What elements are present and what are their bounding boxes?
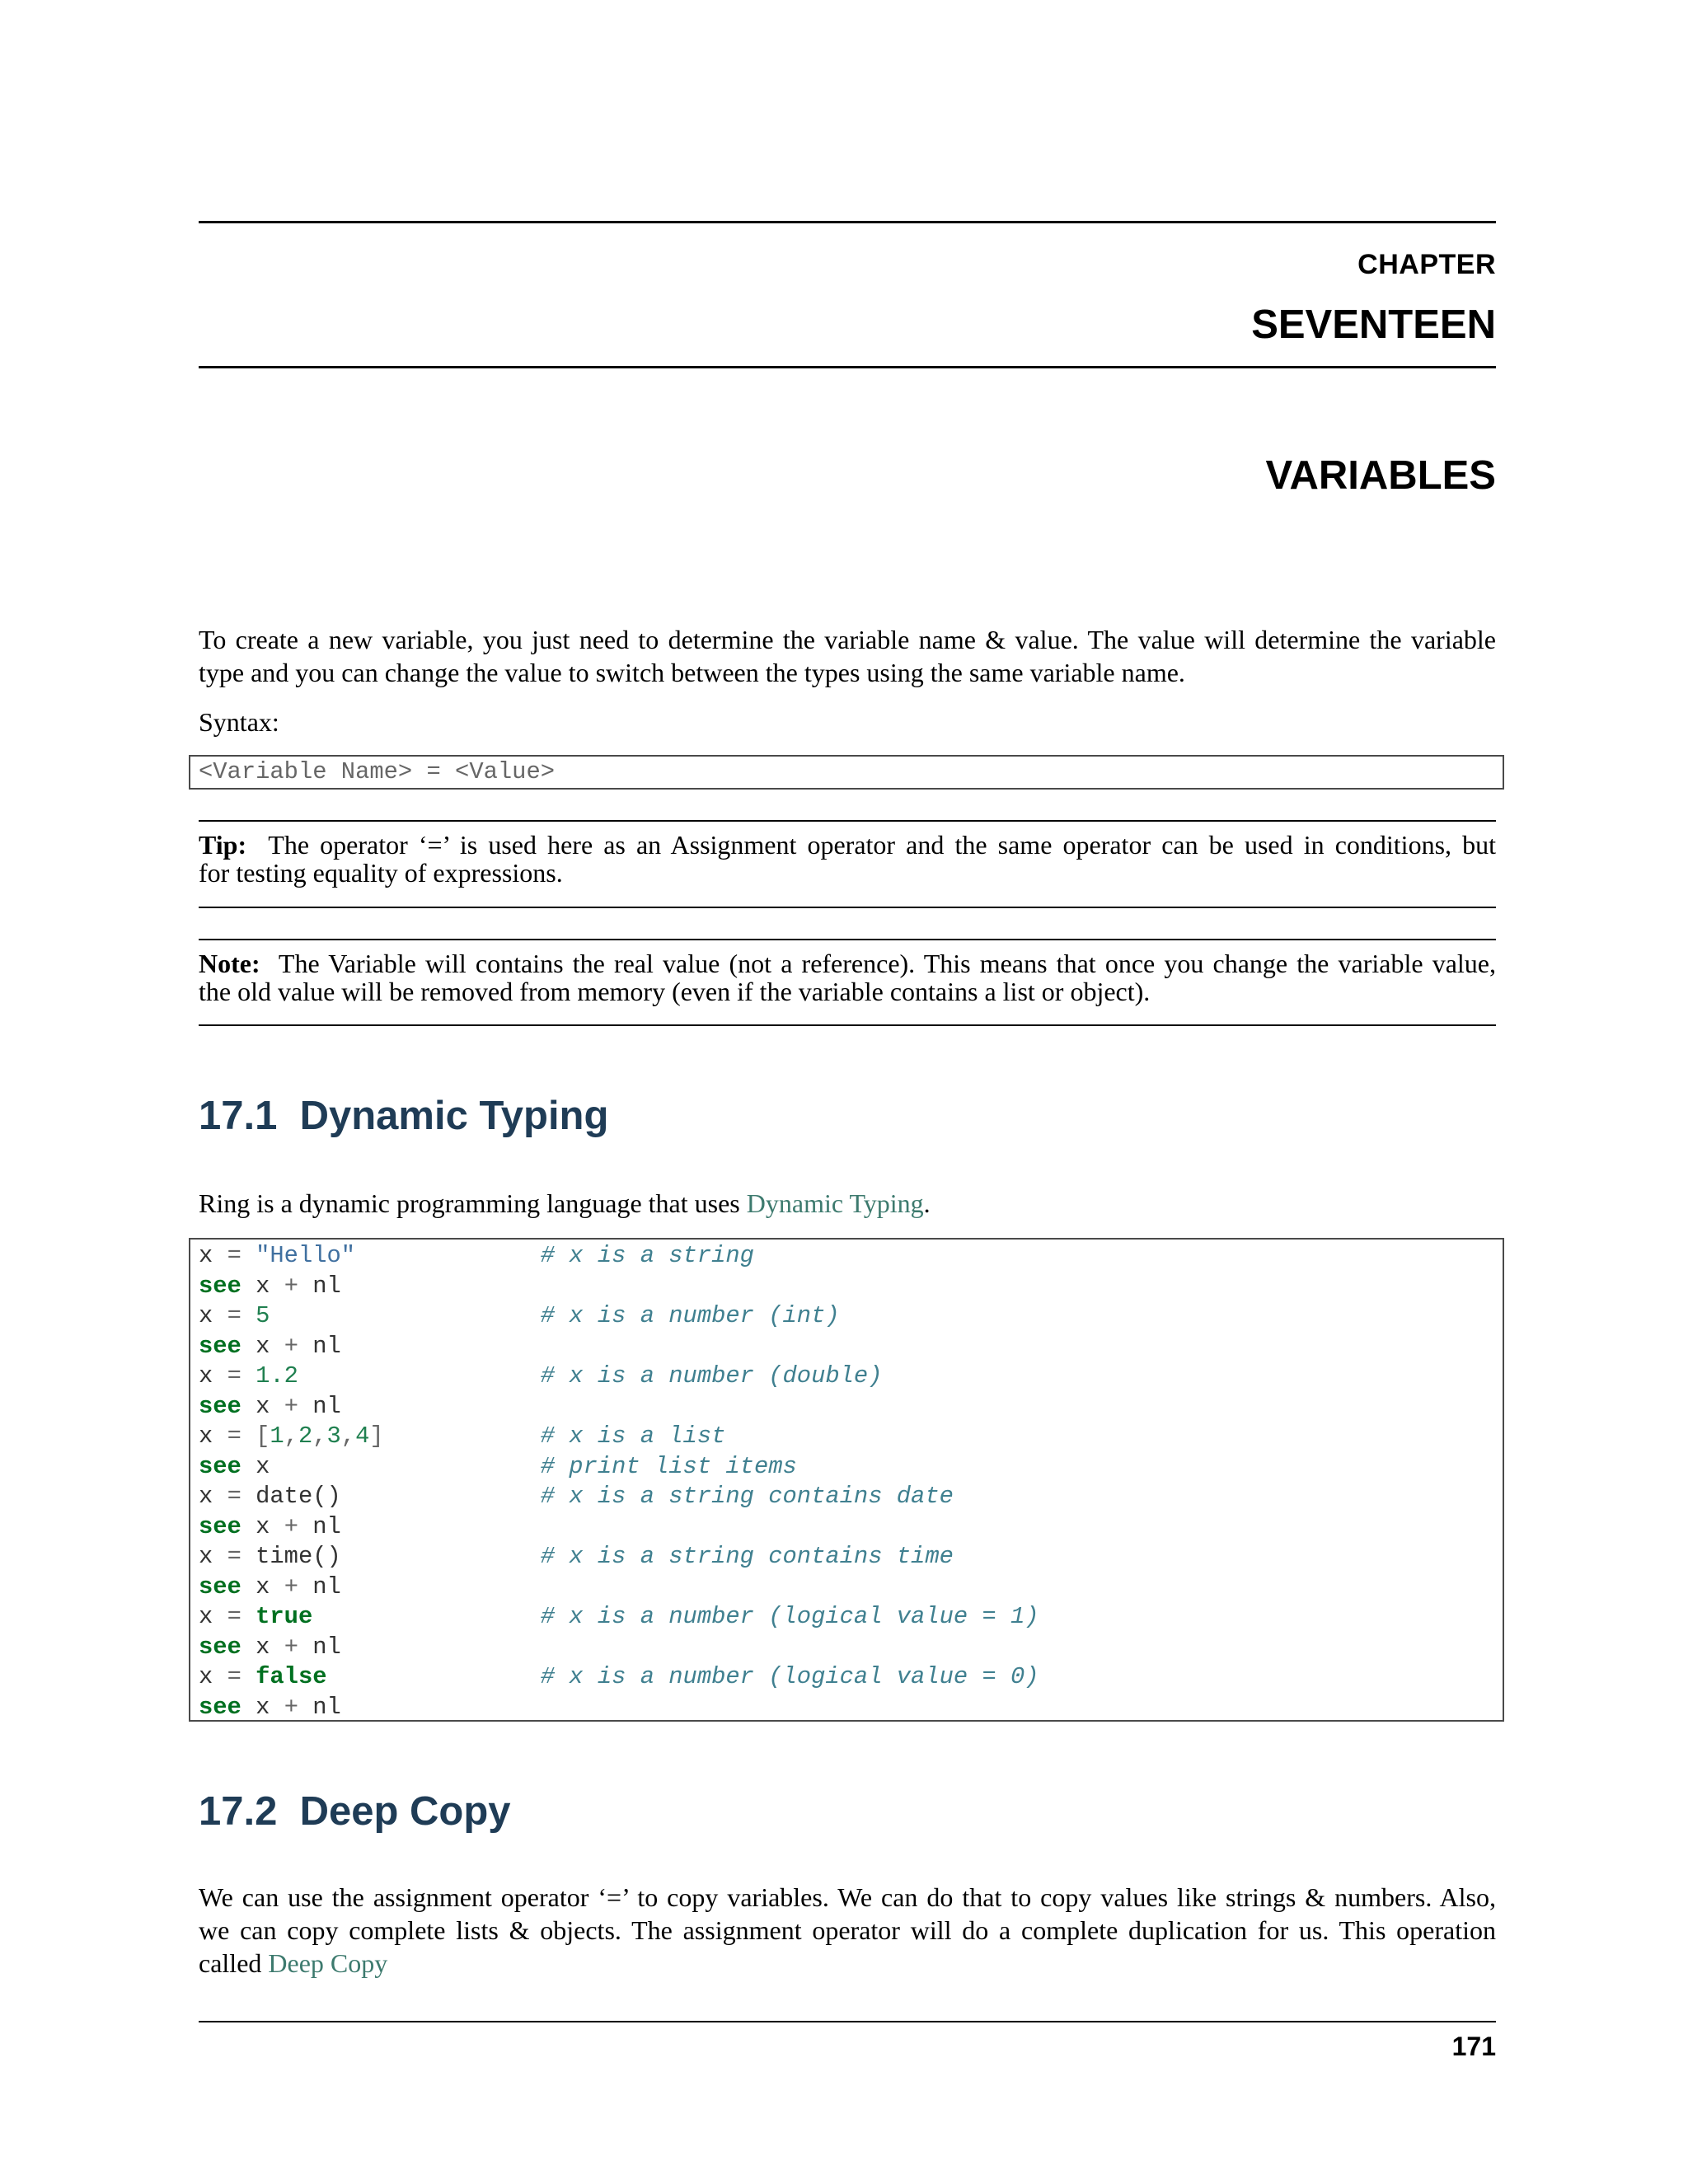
intro-line-1: To create a new variable, you just need to determine the variable name & value. The value will determine the variable (199, 625, 1496, 654)
code-space (241, 1422, 256, 1450)
code-number: 1 (270, 1422, 284, 1450)
code-line (190, 1662, 1503, 1693)
code-number: 3 (326, 1422, 341, 1450)
code-operator: ] (369, 1422, 384, 1450)
intro-paragraph (199, 623, 1496, 689)
code-line (190, 1633, 1503, 1663)
code-space (270, 1333, 284, 1360)
code-operator: = (227, 1543, 241, 1570)
tip-text-1: The operator ‘=’ is used here as an Assignment operator and the same operator can be used in conditions, but (268, 830, 1497, 860)
syntax-code-line: <Variable Name> = <Value> (199, 758, 556, 785)
code-identifier: x (199, 1422, 213, 1450)
code-line (190, 1512, 1503, 1543)
code-identifier: x (256, 1572, 270, 1601)
code-space (241, 1513, 256, 1540)
tip-bottom-rule (199, 907, 1496, 908)
code-comment: # x is a string contains date (540, 1483, 954, 1510)
code-comment: # x is a number (int) (540, 1302, 840, 1329)
code-identifier: x (256, 1272, 270, 1300)
tip-admonition (199, 831, 1496, 887)
code-space (241, 1393, 256, 1420)
page-number: 171 (1451, 2032, 1496, 2061)
code-operator: = (227, 1663, 241, 1690)
code-keyword: see (199, 1332, 241, 1360)
code-space (213, 1302, 227, 1329)
code-padding (327, 1663, 541, 1690)
note-bottom-rule (199, 1024, 1496, 1026)
deep-copy-line-3 (199, 1948, 387, 1978)
note-admonition (199, 949, 1496, 1005)
code-keyword: see (199, 1392, 241, 1420)
code-space (241, 1543, 256, 1570)
code-identifier: nl (312, 1332, 341, 1360)
code-identifier: time (256, 1543, 313, 1570)
code-space (241, 1483, 256, 1510)
chapter-top-rule (199, 221, 1496, 223)
code-padding (312, 1603, 541, 1630)
code-line (190, 1452, 1503, 1483)
code-number: 5 (256, 1302, 270, 1329)
code-identifier: x (256, 1693, 270, 1721)
code-line (190, 1332, 1503, 1362)
code-operator: = (227, 1603, 241, 1630)
code-space (241, 1242, 256, 1269)
code-space (213, 1663, 227, 1690)
deep-copy-paragraph (199, 1881, 1496, 1980)
code-space (270, 1573, 284, 1601)
code-padding (384, 1422, 541, 1450)
code-keyword: see (199, 1572, 241, 1601)
code-identifier: nl (312, 1392, 341, 1420)
code-operator: + (284, 1512, 298, 1540)
dynamic-typing-paragraph (199, 1187, 1496, 1220)
code-space (241, 1663, 256, 1690)
code-padding (355, 1242, 541, 1269)
code-identifier: nl (312, 1272, 341, 1300)
syntax-code-block (189, 755, 1504, 790)
code-space (298, 1393, 312, 1420)
code-space (213, 1603, 227, 1630)
code-identifier: nl (312, 1633, 341, 1661)
code-operator: [ (256, 1422, 270, 1450)
code-identifier: x (256, 1512, 270, 1540)
dynamic-typing-period: . (923, 1188, 931, 1218)
deep-copy-line-2: we can copy complete lists & objects. The assignment operator will do a complete duplication for us. This operation (199, 1915, 1496, 1945)
code-space (241, 1603, 256, 1630)
code-padding (341, 1543, 541, 1570)
code-space (298, 1633, 312, 1661)
section-heading-dynamic-typing: 17.1 Dynamic Typing (199, 1094, 609, 1138)
code-operator: , (340, 1422, 356, 1450)
note-line-1 (199, 949, 1496, 977)
code-string: "Hello" (256, 1242, 356, 1269)
code-identifier: nl (312, 1572, 341, 1601)
note-top-rule (199, 939, 1496, 940)
code-identifier: x (199, 1362, 213, 1390)
dynamic-typing-link[interactable]: Dynamic Typing (746, 1188, 924, 1218)
dynamic-typing-text: Ring is a dynamic programming language that uses (199, 1188, 747, 1218)
code-line (190, 1392, 1503, 1422)
intro-line-2: type and you can change the value to switch between the types using the same variable name. (199, 658, 1185, 687)
code-space (213, 1362, 227, 1390)
code-keyword: true (256, 1603, 313, 1630)
chapter-label: CHAPTER (1357, 249, 1496, 280)
code-line (190, 1422, 1503, 1452)
code-identifier: x (256, 1452, 270, 1480)
code-identifier: x (256, 1633, 270, 1661)
code-comment: # print list items (540, 1452, 797, 1480)
code-parens: () (312, 1543, 341, 1570)
code-space (241, 1573, 256, 1601)
deep-copy-line-1: We can use the assignment operator ‘=’ to copy variables. We can do that to copy values like strings & numbers. Also, (199, 1882, 1496, 1912)
code-space (270, 1633, 284, 1661)
code-space (213, 1242, 227, 1269)
code-line (190, 1482, 1503, 1512)
code-space (241, 1333, 256, 1360)
code-comment: # x is a list (540, 1422, 726, 1450)
deep-copy-line-3-text: called (199, 1948, 269, 1978)
code-keyword: see (199, 1512, 241, 1540)
code-keyword: see (199, 1272, 241, 1300)
code-space (270, 1513, 284, 1540)
note-line-2: the old value will be removed from memory (even if the variable contains a list or object). (199, 977, 1151, 1006)
code-line (190, 1272, 1503, 1302)
code-operator: = (227, 1483, 241, 1510)
code-identifier: x (199, 1663, 213, 1690)
code-parens: () (312, 1483, 341, 1510)
note-title: Note: (199, 949, 260, 978)
code-space (241, 1633, 256, 1661)
code-operator: + (284, 1572, 298, 1601)
code-space (241, 1302, 256, 1329)
code-space (270, 1393, 284, 1420)
code-identifier: x (199, 1603, 213, 1630)
code-space (270, 1694, 284, 1721)
code-comment: # x is a string contains time (540, 1543, 954, 1570)
code-identifier: date (256, 1483, 313, 1510)
code-identifier: x (256, 1392, 270, 1420)
code-space (213, 1483, 227, 1510)
code-operator: , (284, 1422, 298, 1450)
code-operator: + (284, 1332, 298, 1360)
code-space (298, 1513, 312, 1540)
code-padding (270, 1453, 540, 1480)
code-operator: + (284, 1392, 298, 1420)
code-line (190, 1241, 1503, 1272)
tip-line-2: for testing equality of expressions. (199, 858, 563, 888)
code-identifier: nl (312, 1512, 341, 1540)
code-operator: + (284, 1633, 298, 1661)
code-keyword: false (256, 1663, 327, 1690)
dynamic-typing-code-block (189, 1238, 1504, 1722)
code-operator: = (227, 1242, 241, 1269)
code-space (241, 1272, 256, 1300)
code-number: 2 (298, 1422, 313, 1450)
code-space (241, 1362, 256, 1390)
tip-top-rule (199, 820, 1496, 822)
code-number: 4 (355, 1422, 370, 1450)
code-comment: # x is a number (logical value = 1) (540, 1603, 1039, 1630)
chapter-bottom-rule (199, 366, 1496, 368)
code-operator: = (227, 1362, 241, 1390)
code-padding (341, 1483, 541, 1510)
tip-title: Tip: (199, 830, 247, 860)
code-line (190, 1572, 1503, 1603)
code-identifier: x (199, 1302, 213, 1329)
code-line (190, 1542, 1503, 1572)
code-operator: , (312, 1422, 327, 1450)
code-space (298, 1573, 312, 1601)
code-line (190, 1602, 1503, 1633)
footer-rule (199, 2021, 1496, 2022)
code-space (298, 1272, 312, 1300)
section-heading-deep-copy: 17.2 Deep Copy (199, 1789, 511, 1834)
code-comment: # x is a number (double) (540, 1362, 883, 1390)
tip-line-1 (199, 831, 1496, 859)
code-identifier: x (199, 1483, 213, 1510)
code-space (270, 1272, 284, 1300)
code-line (190, 1361, 1503, 1392)
code-identifier: x (256, 1332, 270, 1360)
code-keyword: see (199, 1693, 241, 1721)
chapter-number: SEVENTEEN (1251, 302, 1496, 347)
document-page (199, 0, 1496, 2184)
code-space (298, 1333, 312, 1360)
code-line (190, 1301, 1503, 1332)
code-line (190, 1693, 1503, 1723)
code-identifier: nl (312, 1693, 341, 1721)
code-space (298, 1694, 312, 1721)
code-space (213, 1543, 227, 1570)
code-padding (270, 1302, 540, 1329)
code-operator: + (284, 1693, 298, 1721)
code-comment: # x is a string (540, 1242, 754, 1269)
deep-copy-link[interactable]: Deep Copy (268, 1948, 388, 1978)
code-operator: = (227, 1302, 241, 1329)
code-space (213, 1422, 227, 1450)
code-comment: # x is a number (logical value = 0) (540, 1663, 1039, 1690)
code-space (241, 1694, 256, 1721)
code-keyword: see (199, 1452, 241, 1480)
code-padding (298, 1362, 541, 1390)
chapter-title: VARIABLES (1265, 453, 1496, 498)
note-text-1: The Variable will contains the real value (not a reference). This means that once you change the variable value, (278, 949, 1497, 978)
code-keyword: see (199, 1633, 241, 1661)
code-operator: = (227, 1422, 241, 1450)
syntax-label: Syntax: (199, 707, 279, 737)
code-number: 1.2 (256, 1362, 298, 1390)
code-space (241, 1453, 256, 1480)
code-identifier: x (199, 1242, 213, 1269)
code-identifier: x (199, 1543, 213, 1570)
code-operator: + (284, 1272, 298, 1300)
